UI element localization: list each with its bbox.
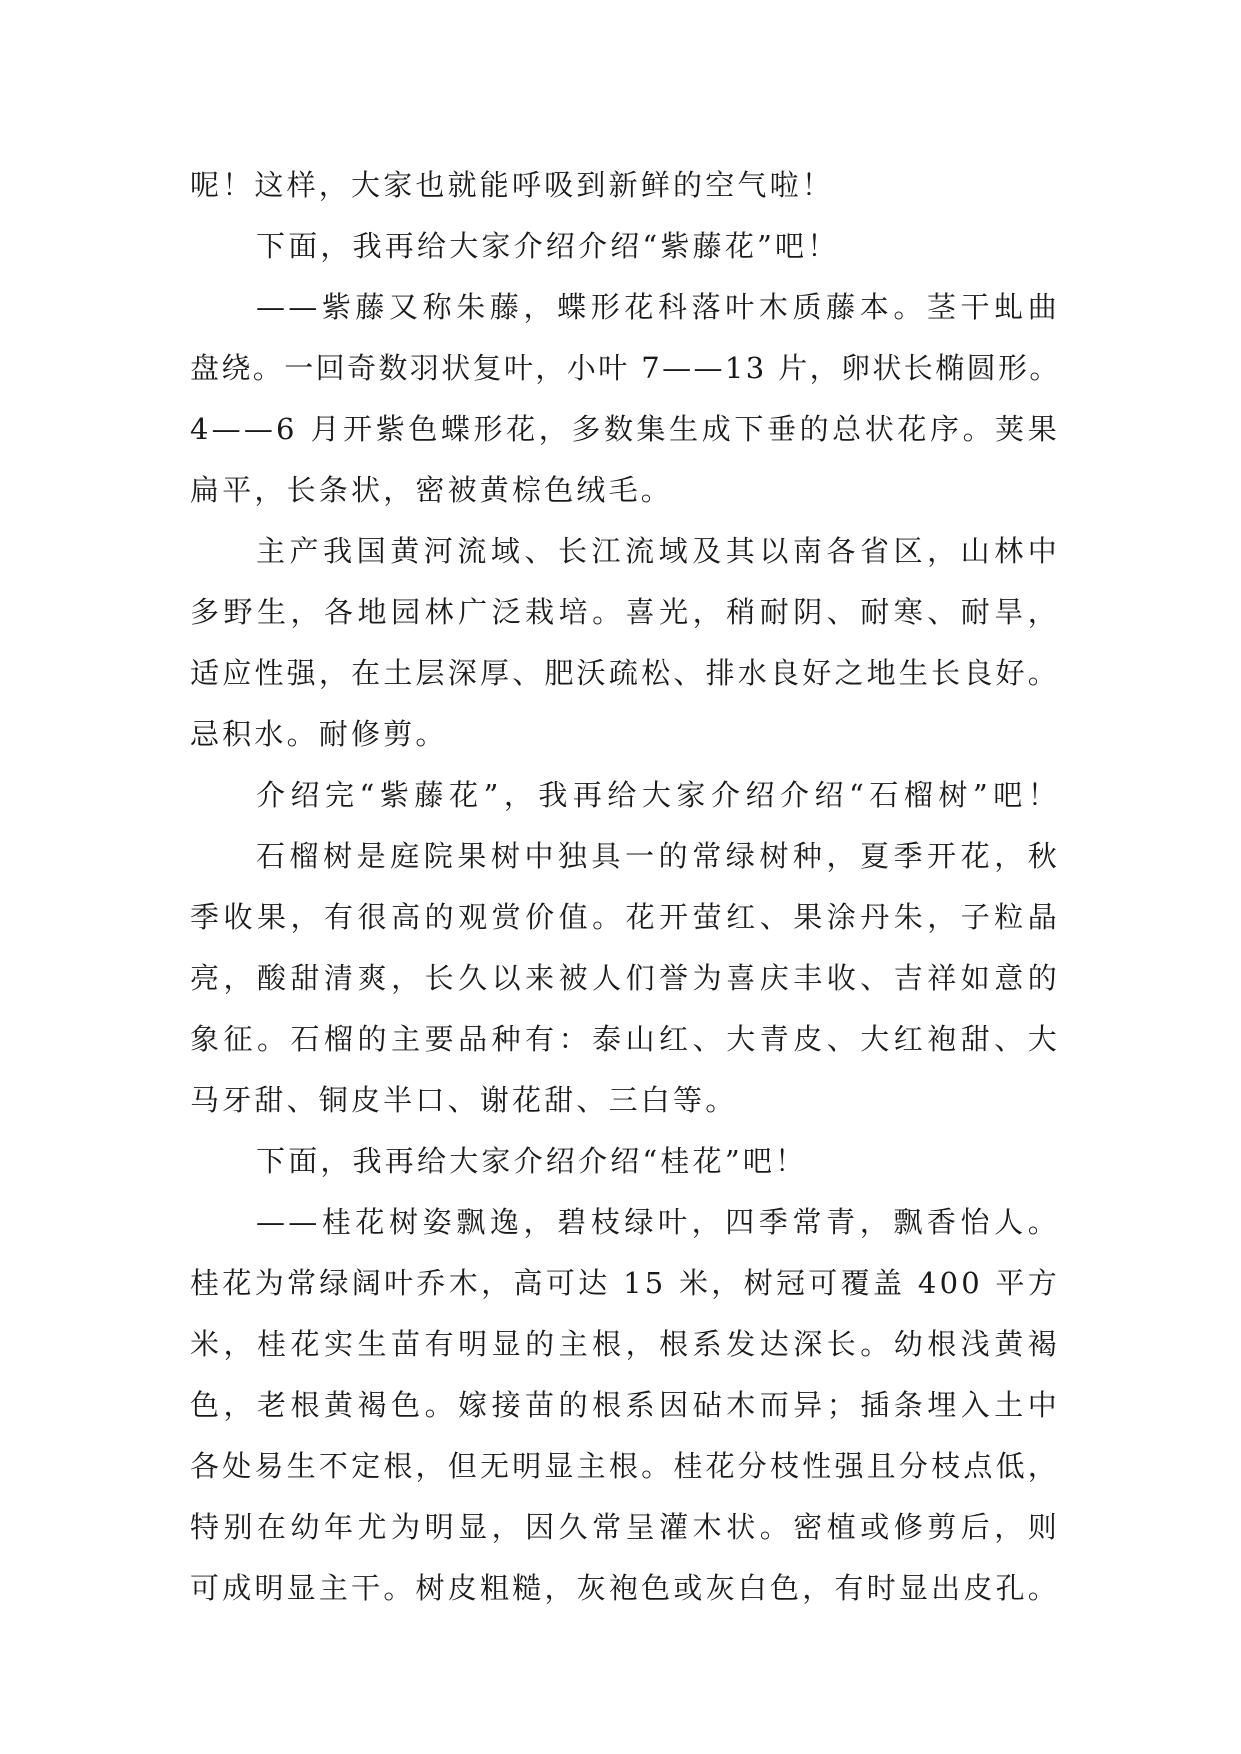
text-line: 色，老根黄褐色。嫁接苗的根系因砧木而异；插条埋入土中 xyxy=(190,1388,1060,1422)
text-line: ——紫藤又称朱藤，蝶形花科落叶木质藤本。茎干虬曲 xyxy=(256,290,1060,324)
text-line: 亮，酸甜清爽，长久以来被人们誉为喜庆丰收、吉祥如意的 xyxy=(190,961,1060,995)
text-line: 呢！这样，大家也就能呼吸到新鲜的空气啦！ xyxy=(190,168,835,202)
text-line: 桂花为常绿阔叶乔木，高可达 15 米，树冠可覆盖 400 平方 xyxy=(190,1266,1060,1300)
text-line: 石榴树是庭院果树中独具一的常绿树种，夏季开花，秋 xyxy=(256,839,1060,873)
text-line: 米，桂花实生苗有明显的主根，根系发达深长。幼根浅黄褐 xyxy=(190,1327,1060,1361)
text-line: 4——6 月开紫色蝶形花，多数集生成下垂的总状花序。荚果 xyxy=(190,412,1060,446)
text-line: 适应性强，在土层深厚、肥沃疏松、排水良好之地生长良好。 xyxy=(190,656,1060,690)
text-line: 下面，我再给大家介绍介绍“桂花”吧！ xyxy=(256,1144,808,1178)
text-line: 各处易生不定根，但无明显主根。桂花分枝性强且分枝点低， xyxy=(190,1449,1060,1483)
text-line: 扁平，长条状，密被黄棕色绒毛。 xyxy=(190,473,674,507)
text-line: 季收果，有很高的观赏价值。花开萤红、果涂丹朱，子粒晶 xyxy=(190,900,1060,934)
text-line: 马牙甜、铜皮半口、谢花甜、三白等。 xyxy=(190,1083,738,1117)
text-line: 忌积水。耐修剪。 xyxy=(190,717,448,751)
text-line: 可成明显主干。树皮粗糙，灰袍色或灰白色，有时显出皮孔。 xyxy=(190,1571,1060,1605)
text-line: 多野生，各地园林广泛栽培。喜光，稍耐阴、耐寒、耐旱， xyxy=(190,595,1060,629)
text-line: 盘绕。一回奇数羽状复叶，小叶 7——13 片，卵状长椭圆形。 xyxy=(190,351,1061,385)
text-line: 主产我国黄河流域、长江流域及其以南各省区，山林中 xyxy=(256,534,1060,568)
text-line: 介绍完“紫藤花”，我再给大家介绍介绍“石榴树”吧！ xyxy=(256,778,1060,812)
text-line: ——桂花树姿飘逸，碧枝绿叶，四季常青，飘香怡人。 xyxy=(256,1205,1060,1239)
text-line: 特别在幼年尤为明显，因久常呈灌木状。密植或修剪后，则 xyxy=(190,1510,1060,1544)
text-line: 象征。石榴的主要品种有：泰山红、大青皮、大红袍甜、大 xyxy=(190,1022,1060,1056)
text-line: 下面，我再给大家介绍介绍“紫藤花”吧！ xyxy=(256,229,840,263)
